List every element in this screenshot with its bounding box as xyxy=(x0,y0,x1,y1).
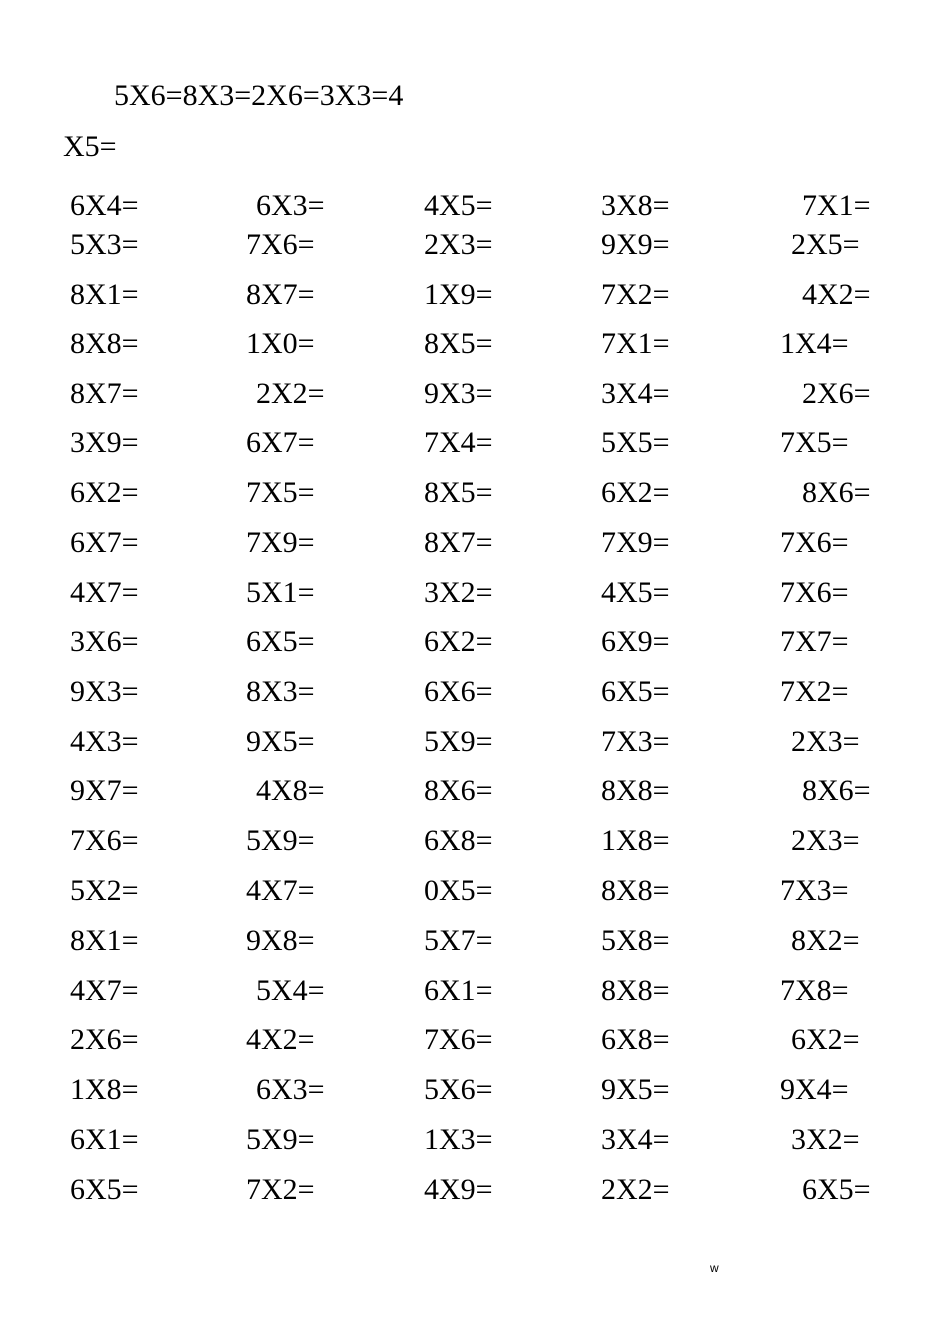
problem-cell: 9X8= xyxy=(246,924,315,957)
problem-cell: 8X5= xyxy=(424,327,493,360)
problem-cell: 1X8= xyxy=(601,824,670,857)
problem-cell: 8X2= xyxy=(791,924,860,957)
problem-cell: 7X2= xyxy=(780,675,849,708)
problem-cell: 5X6= xyxy=(424,1073,493,1106)
problem-cell: 7X6= xyxy=(246,228,315,261)
problem-cell: 8X8= xyxy=(601,974,670,1007)
header-line-2: X5= xyxy=(63,130,117,163)
problem-cell: 6X2= xyxy=(601,476,670,509)
problem-cell: 8X8= xyxy=(601,774,670,807)
problem-cell: 7X6= xyxy=(780,526,849,559)
problem-cell: 7X2= xyxy=(246,1173,315,1206)
problem-cell: 9X3= xyxy=(70,675,139,708)
problem-cell: 7X1= xyxy=(802,189,871,222)
problem-cell: 3X2= xyxy=(424,576,493,609)
problem-cell: 1X4= xyxy=(780,327,849,360)
problem-cell: 7X4= xyxy=(424,426,493,459)
problem-cell: 9X3= xyxy=(424,377,493,410)
problem-cell: 9X5= xyxy=(601,1073,670,1106)
problem-cell: 8X6= xyxy=(802,476,871,509)
problem-cell: 2X2= xyxy=(601,1173,670,1206)
problem-cell: 6X7= xyxy=(246,426,315,459)
problem-cell: 4X7= xyxy=(70,576,139,609)
problem-cell: 8X5= xyxy=(424,476,493,509)
problem-cell: 7X2= xyxy=(601,278,670,311)
problem-cell: 7X6= xyxy=(780,576,849,609)
problem-cell: 5X5= xyxy=(601,426,670,459)
problem-cell: 8X6= xyxy=(802,774,871,807)
problem-cell: 2X3= xyxy=(791,824,860,857)
problem-cell: 6X3= xyxy=(256,189,325,222)
problem-cell: 6X2= xyxy=(424,625,493,658)
problem-cell: 3X4= xyxy=(601,1123,670,1156)
problem-cell: 6X7= xyxy=(70,526,139,559)
footer-mark: w xyxy=(710,1261,719,1275)
problem-cell: 5X9= xyxy=(246,824,315,857)
problem-cell: 8X3= xyxy=(246,675,315,708)
problem-cell: 3X2= xyxy=(791,1123,860,1156)
problem-cell: 1X8= xyxy=(70,1073,139,1106)
problem-cell: 8X1= xyxy=(70,924,139,957)
problem-cell: 5X7= xyxy=(424,924,493,957)
problem-cell: 4X2= xyxy=(802,278,871,311)
problem-cell: 7X7= xyxy=(780,625,849,658)
problem-cell: 6X9= xyxy=(601,625,670,658)
problem-cell: 4X5= xyxy=(424,189,493,222)
problem-cell: 5X9= xyxy=(424,725,493,758)
problem-cell: 7X1= xyxy=(601,327,670,360)
problem-cell: 8X8= xyxy=(601,874,670,907)
problem-cell: 6X5= xyxy=(246,625,315,658)
problem-cell: 1X3= xyxy=(424,1123,493,1156)
problem-cell: 9X4= xyxy=(780,1073,849,1106)
problem-cell: 7X6= xyxy=(424,1023,493,1056)
problem-cell: 2X6= xyxy=(802,377,871,410)
problem-cell: 4X2= xyxy=(246,1023,315,1056)
problem-cell: 6X5= xyxy=(70,1173,139,1206)
problem-cell: 3X9= xyxy=(70,426,139,459)
problem-cell: 2X6= xyxy=(70,1023,139,1056)
problem-cell: 9X7= xyxy=(70,774,139,807)
problem-cell: 6X1= xyxy=(424,974,493,1007)
problem-cell: 5X8= xyxy=(601,924,670,957)
problem-cell: 9X5= xyxy=(246,725,315,758)
problem-cell: 1X9= xyxy=(424,278,493,311)
problem-cell: 8X7= xyxy=(424,526,493,559)
problem-cell: 4X7= xyxy=(246,874,315,907)
problem-cell: 7X9= xyxy=(246,526,315,559)
problem-cell: 2X2= xyxy=(256,377,325,410)
problem-cell: 8X6= xyxy=(424,774,493,807)
problem-cell: 2X3= xyxy=(424,228,493,261)
problem-cell: 5X3= xyxy=(70,228,139,261)
problem-cell: 6X2= xyxy=(70,476,139,509)
problem-cell: 3X6= xyxy=(70,625,139,658)
problem-cell: 6X1= xyxy=(70,1123,139,1156)
problem-cell: 8X1= xyxy=(70,278,139,311)
problem-cell: 7X5= xyxy=(246,476,315,509)
problem-cell: 7X6= xyxy=(70,824,139,857)
problem-cell: 3X4= xyxy=(601,377,670,410)
problem-cell: 7X3= xyxy=(601,725,670,758)
problem-cell: 4X7= xyxy=(70,974,139,1007)
problem-cell: 4X9= xyxy=(424,1173,493,1206)
problem-cell: 5X1= xyxy=(246,576,315,609)
problem-cell: 5X4= xyxy=(256,974,325,1007)
problem-cell: 2X5= xyxy=(791,228,860,261)
problem-cell: 6X2= xyxy=(791,1023,860,1056)
problem-cell: 7X5= xyxy=(780,426,849,459)
header-line-1: 5X6=8X3=2X6=3X3=4 xyxy=(114,79,404,112)
problem-cell: 4X3= xyxy=(70,725,139,758)
problem-cell: 8X8= xyxy=(70,327,139,360)
problem-cell: 6X5= xyxy=(802,1173,871,1206)
problem-cell: 9X9= xyxy=(601,228,670,261)
problem-cell: 3X8= xyxy=(601,189,670,222)
problem-cell: 4X5= xyxy=(601,576,670,609)
problem-cell: 5X9= xyxy=(246,1123,315,1156)
problem-cell: 2X3= xyxy=(791,725,860,758)
problem-cell: 7X3= xyxy=(780,874,849,907)
problem-cell: 4X8= xyxy=(256,774,325,807)
problem-cell: 6X6= xyxy=(424,675,493,708)
problem-cell: 6X4= xyxy=(70,189,139,222)
problem-cell: 6X5= xyxy=(601,675,670,708)
problem-cell: 6X3= xyxy=(256,1073,325,1106)
problem-cell: 0X5= xyxy=(424,874,493,907)
problem-cell: 6X8= xyxy=(601,1023,670,1056)
problem-cell: 1X0= xyxy=(246,327,315,360)
problem-cell: 7X8= xyxy=(780,974,849,1007)
problem-cell: 5X2= xyxy=(70,874,139,907)
problem-cell: 7X9= xyxy=(601,526,670,559)
problem-cell: 6X8= xyxy=(424,824,493,857)
problem-cell: 8X7= xyxy=(70,377,139,410)
problem-cell: 8X7= xyxy=(246,278,315,311)
